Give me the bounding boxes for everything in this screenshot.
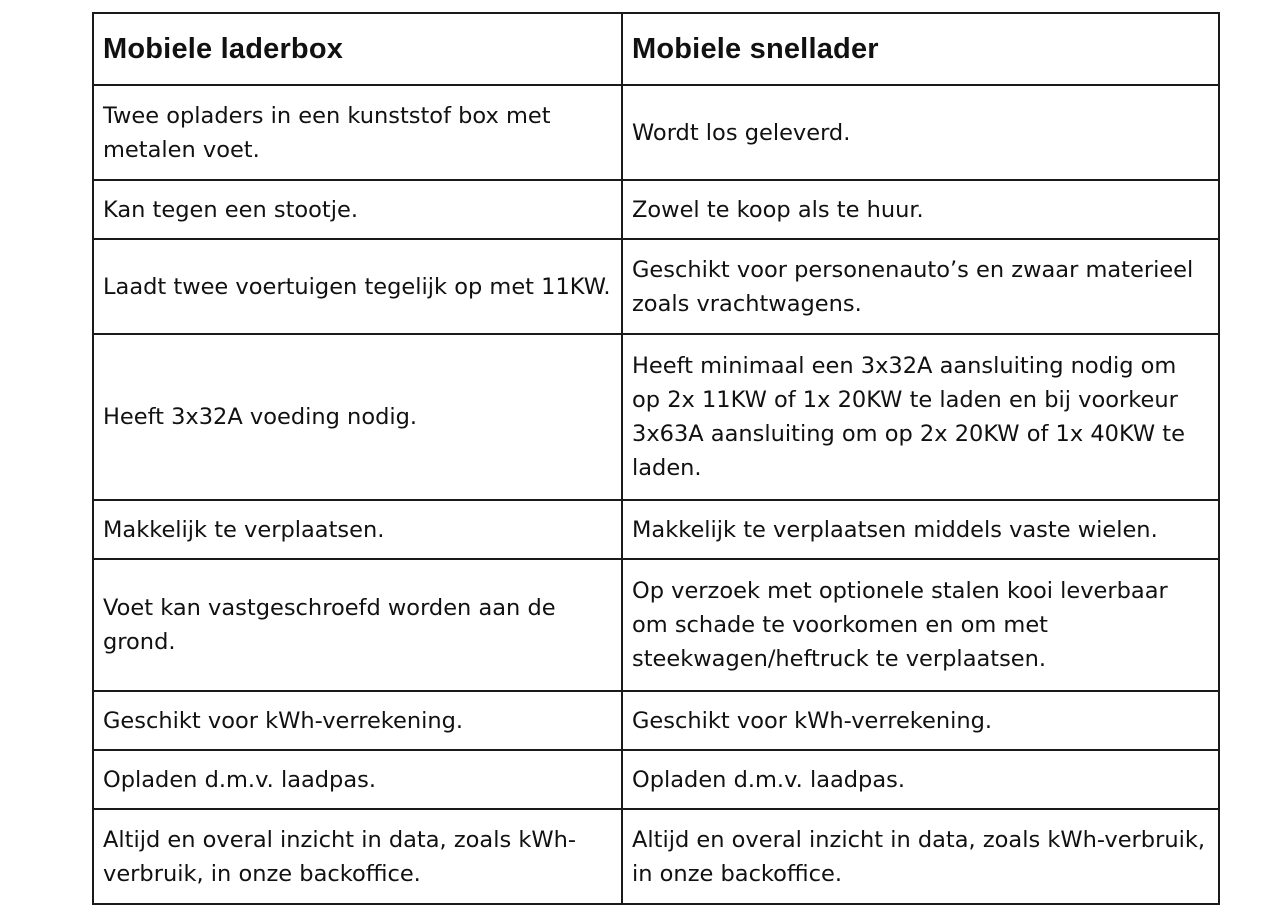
table-cell-laderbox: Laadt twee voertuigen tegelijk op met 11KW. [93, 239, 622, 334]
table-cell-laderbox: Voet kan vastgeschroefd worden aan de grond. [93, 559, 622, 691]
table-row [93, 500, 1219, 559]
table-row [93, 180, 1219, 239]
table-cell-laderbox: Kan tegen een stootje. [93, 180, 622, 239]
table-row [93, 559, 1219, 691]
table-cell-snellader: Wordt los geleverd. [622, 85, 1219, 180]
table-cell-laderbox: Opladen d.m.v. laadpas. [93, 750, 622, 809]
table-cell-snellader: Makkelijk te verplaatsen middels vaste wielen. [622, 500, 1219, 559]
table-cell-laderbox: Makkelijk te verplaatsen. [93, 500, 622, 559]
header-mobiele-laderbox: Mobiele laderbox [93, 13, 622, 85]
table-row [93, 239, 1219, 334]
table-row [93, 334, 1219, 500]
table-cell-snellader: Geschikt voor personenauto’s en zwaar materieel zoals vrachtwagens. [622, 239, 1219, 334]
table-cell-snellader: Geschikt voor kWh-verrekening. [622, 691, 1219, 750]
table-cell-laderbox: Geschikt voor kWh-verrekening. [93, 691, 622, 750]
table-row [93, 691, 1219, 750]
table-row [93, 85, 1219, 180]
table-cell-snellader: Op verzoek met optionele stalen kooi leverbaar om schade te voorkomen en om met steekwagen/heftruck te verplaatsen. [622, 559, 1219, 691]
table-cell-laderbox: Heeft 3x32A voeding nodig. [93, 334, 622, 500]
table-cell-snellader: Opladen d.m.v. laadpas. [622, 750, 1219, 809]
table-header-row [93, 13, 1219, 85]
table-cell-snellader: Altijd en overal inzicht in data, zoals kWh-verbruik, in onze backoffice. [622, 809, 1219, 904]
header-mobiele-snellader: Mobiele snellader [622, 13, 1219, 85]
table-cell-laderbox: Twee opladers in een kunststof box met metalen voet. [93, 85, 622, 180]
table-cell-snellader: Zowel te koop als te huur. [622, 180, 1219, 239]
comparison-table [92, 12, 1220, 905]
table-cell-snellader: Heeft minimaal een 3x32A aansluiting nodig om op 2x 11KW of 1x 20KW te laden en bij voorkeur 3x63A aansluiting om op 2x 20KW of 1x 40KW te laden. [622, 334, 1219, 500]
table-row [93, 750, 1219, 809]
table-row [93, 809, 1219, 904]
table-cell-laderbox: Altijd en overal inzicht in data, zoals kWh-verbruik, in onze backoffice. [93, 809, 622, 904]
